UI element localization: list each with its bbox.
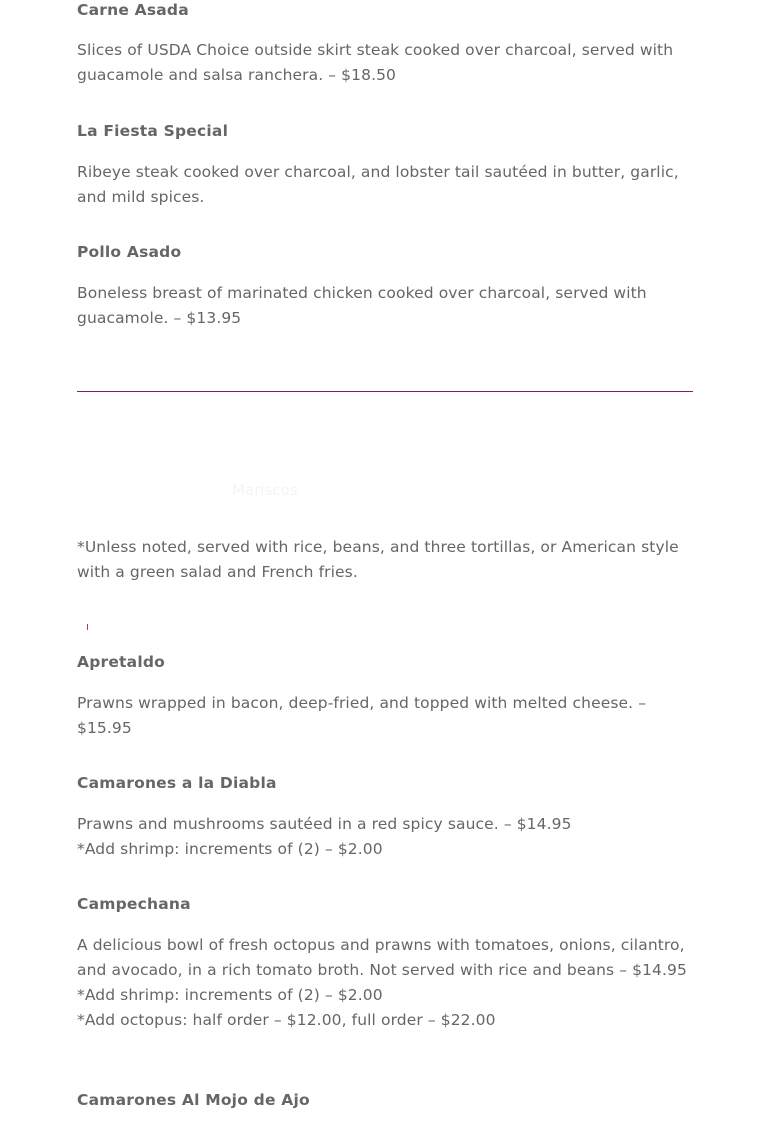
menu-item-description <box>77 691 693 741</box>
menu-item-camarones-a-la-diabla <box>77 773 693 793</box>
menu-item-pollo-asado <box>77 242 693 262</box>
menu-item-description <box>77 38 693 88</box>
add-on-text: *Add shrimp: increments of (2) – $2.00 <box>77 840 383 858</box>
menu-item-title: La Fiesta Special <box>77 122 229 140</box>
section-divider <box>77 391 693 392</box>
description-text: Slices of USDA Choice outside skirt steak cooked over charcoal, served with guacamole and salsa ranchera. – $18.50 <box>77 41 674 84</box>
menu-item-description <box>77 812 693 862</box>
menu-item-description <box>77 160 693 210</box>
description-text: Prawns wrapped in bacon, deep-fried, and topped with melted cheese. – $15.95 <box>77 694 647 737</box>
menu-item-description <box>77 933 693 1033</box>
decorative-mark <box>87 624 88 630</box>
description-text: Prawns and mushrooms sautéed in a red spicy sauce. – $14.95 <box>77 815 572 833</box>
menu-item-la-fiesta-special <box>77 121 693 141</box>
menu-item-title: Carne Asada <box>77 1 189 19</box>
menu-item-title: Camarones Al Mojo de Ajo <box>77 1091 310 1109</box>
menu-item-description <box>77 281 693 331</box>
menu-item-campechana <box>77 894 693 914</box>
note-text: *Unless noted, served with rice, beans, and three tortillas, or American style with a green salad and French fries. <box>77 538 679 581</box>
menu-item-title: Apretaldo <box>77 653 165 671</box>
description-text: Ribeye steak cooked over charcoal, and lobster tail sautéed in butter, garlic, and mild spices. <box>77 163 679 206</box>
menu-item-carne-asada <box>77 0 693 20</box>
menu-item-title: Camarones a la Diabla <box>77 774 277 792</box>
description-text: Boneless breast of marinated chicken cooked over charcoal, served with guacamole. – $13.95 <box>77 284 647 327</box>
menu-item-title: Campechana <box>77 895 191 913</box>
menu-item-camarones-al-mojo-de-ajo <box>77 1090 693 1110</box>
add-on-text: *Add shrimp: increments of (2) – $2.00 <box>77 986 383 1004</box>
section-heading: Mariscos <box>232 481 298 499</box>
menu-item-title: Pollo Asado <box>77 243 182 261</box>
serving-note <box>77 535 693 585</box>
add-on-text: *Add octopus: half order – $12.00, full order – $22.00 <box>77 1011 496 1029</box>
menu-item-apretaldo <box>77 652 693 672</box>
description-text: A delicious bowl of fresh octopus and prawns with tomatoes, onions, cilantro, and avocado, in a rich tomato broth. Not served with rice and beans – $14.95 <box>77 936 687 979</box>
